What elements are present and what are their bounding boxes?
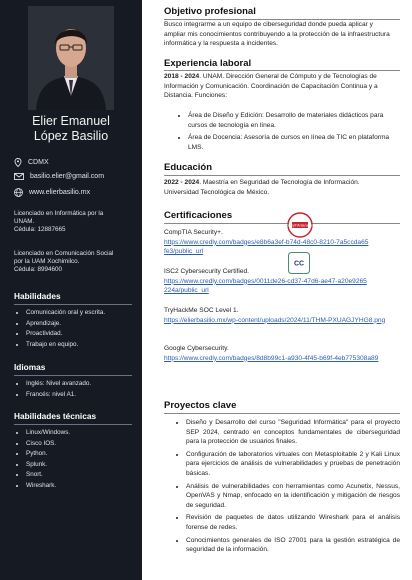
degree1-line3: Cédula: 12887665	[14, 226, 66, 233]
projects-divider	[164, 413, 400, 414]
education-divider	[164, 175, 400, 176]
location-pin-icon	[14, 158, 22, 167]
list-item: • Python.	[26, 449, 70, 460]
cert-name: TryHackMe SOC Level 1.	[164, 307, 239, 314]
list-item: • Francés: nivel A1.	[26, 390, 91, 401]
website-link[interactable]: www.elierbasilio.mx	[29, 189, 91, 196]
tech-skills-list	[16, 428, 70, 491]
list-item: • Cisco IOS.	[26, 439, 70, 450]
education-period: 2022 - 2024	[164, 179, 200, 186]
email-row[interactable]	[14, 173, 104, 180]
experience-period: 2018 - 2024	[164, 73, 200, 80]
skills-divider	[14, 304, 132, 305]
degree1-line2: UNAM.	[14, 218, 35, 225]
cert-item	[164, 228, 369, 257]
cert-item	[164, 306, 396, 325]
experience-text	[164, 72, 396, 101]
experience-list	[178, 111, 398, 155]
education-text	[164, 178, 396, 197]
cert-name: CompTIA Security+.	[164, 229, 223, 236]
tech-skills-heading: Habilidades técnicas	[14, 411, 97, 421]
experience-description: . UNAM. Dirección General de Cómputo y de Tecnologías de Información y Comunicación. Coordinación de Capacitación Continua y a Distancia. Funciones:	[164, 73, 378, 100]
degree2-line2: por la UAM Xochimilco.	[14, 258, 80, 265]
certifications-heading: Certificaciones	[164, 210, 233, 221]
certifications-divider	[164, 223, 400, 224]
cert-link[interactable]: https://www.credly.com/badges/0011de26-cd37-47d6-ae47-a20e9265224a/public_url	[164, 277, 367, 295]
skills-heading: Habilidades	[14, 291, 61, 301]
objective-text: Busco integrarme a un equipo de ciberseguridad donde pueda aplicar y ampliar mis conocimientos contribuyendo a la protección de la infraestructura informática y la respuesta a incidentes.	[164, 21, 390, 48]
list-item: • Aprendizaje.	[26, 319, 105, 330]
education-heading: Educación	[164, 162, 213, 173]
projects-list	[176, 418, 400, 558]
languages-list	[16, 379, 91, 400]
experience-heading: Experiencia laboral	[164, 58, 252, 69]
location-row	[14, 158, 49, 167]
list-item: • Wireshark.	[26, 481, 70, 492]
degree-comunicacion	[14, 250, 132, 274]
cert-name: Google Cybersecurity.	[164, 345, 229, 352]
list-item: • Revisión de paquetes de datos utilizando Wireshark para el análisis forense de redes.	[186, 513, 400, 532]
full-name	[0, 114, 142, 144]
sidebar	[0, 0, 142, 580]
cert-link[interactable]: https://www.credly.com/badges/8d8b99c1-a930-4f45-b69f-4eb775308a89	[164, 354, 379, 362]
degree2-line3: Cédula: 8994600	[14, 266, 62, 273]
list-item: • Análisis de vulnerabilidades con herramientas como Acunetix, Nessus, OpenVAS y Nmap, enfocado en la identificación y mitigación de riesgos de seguridad.	[186, 482, 400, 511]
list-item: • Área de Diseño y Edición: Desarrollo de materiales didácticos para cursos de tecnología en línea.	[188, 111, 398, 130]
comptia-badge-text: CompTIA Security+	[287, 223, 313, 228]
cert-item	[164, 344, 396, 363]
profile-photo	[28, 6, 114, 110]
languages-divider	[14, 375, 132, 376]
name-last: López Basilio	[33, 129, 109, 143]
location-text: CDMX	[28, 159, 49, 166]
cert-name: ISC2 Cybersecurity Certified.	[164, 268, 250, 275]
list-item: • Diseño y Desarrollo del curso "Seguridad Informática" para el proyecto SEP 2024, centrado en conceptos fundamentales de ciberseguridad para la protección de usuarios finales.	[186, 418, 400, 447]
list-item: • Comunicación oral y escrita.	[26, 308, 105, 319]
envelope-icon	[14, 173, 24, 180]
list-item: • Configuración de laboratorios virtuales con Metasploitable 2 y Kali Linux para ejercicios de análisis de vulnerabilidades y pruebas de penetración básicas.	[186, 450, 400, 479]
degree-informatica	[14, 210, 132, 234]
email-link[interactable]: basilio.elier@gmail.com	[30, 173, 105, 180]
cert-link[interactable]: https://elierbasilio.mx/wp-content/uploads/2024/11/THM-PXUAGJYHG8.png	[164, 316, 386, 324]
list-item: • Inglés: Nivel avanzado.	[26, 379, 91, 390]
website-row[interactable]	[14, 188, 90, 197]
list-item: • Linux/Windows.	[26, 428, 70, 439]
education-description: . Maestría en Seguridad de Tecnología de Información. Universidad Tecnológica de México.	[164, 179, 360, 196]
experience-divider	[164, 70, 400, 71]
projects-heading: Proyectos clave	[164, 400, 237, 411]
list-item: • Snort.	[26, 470, 70, 481]
globe-icon	[14, 188, 23, 197]
isc2-badge-text: CC	[293, 260, 305, 268]
list-item: • Área de Docencia: Asesoría de cursos en línea de TIC en plataforma LMS.	[188, 133, 398, 152]
list-item: • Splunk.	[26, 460, 70, 471]
list-item: • Conocimientos generales de ISO 27001 para la gestión estratégica de seguridad de la información.	[186, 536, 400, 555]
languages-heading: Idiomas	[14, 362, 46, 372]
cert-link[interactable]: https://www.credly.com/badges/e8b6a3ef-b74d-48c0-8210-7a5ccda65fe3/public_url	[164, 238, 369, 256]
skills-list	[16, 308, 105, 350]
objective-heading: Objetivo profesional	[164, 6, 256, 17]
list-item: • Trabajo en equipo.	[26, 340, 105, 351]
tech-skills-divider	[14, 424, 132, 425]
degree1-line1: Licenciado en Informática por la	[14, 210, 104, 217]
degree2-line1: Licenciado en Comunicación Social	[14, 250, 114, 257]
cert-item	[164, 267, 369, 296]
name-first: Elier Emanuel	[32, 114, 110, 128]
list-item: • Proactividad.	[26, 329, 105, 340]
